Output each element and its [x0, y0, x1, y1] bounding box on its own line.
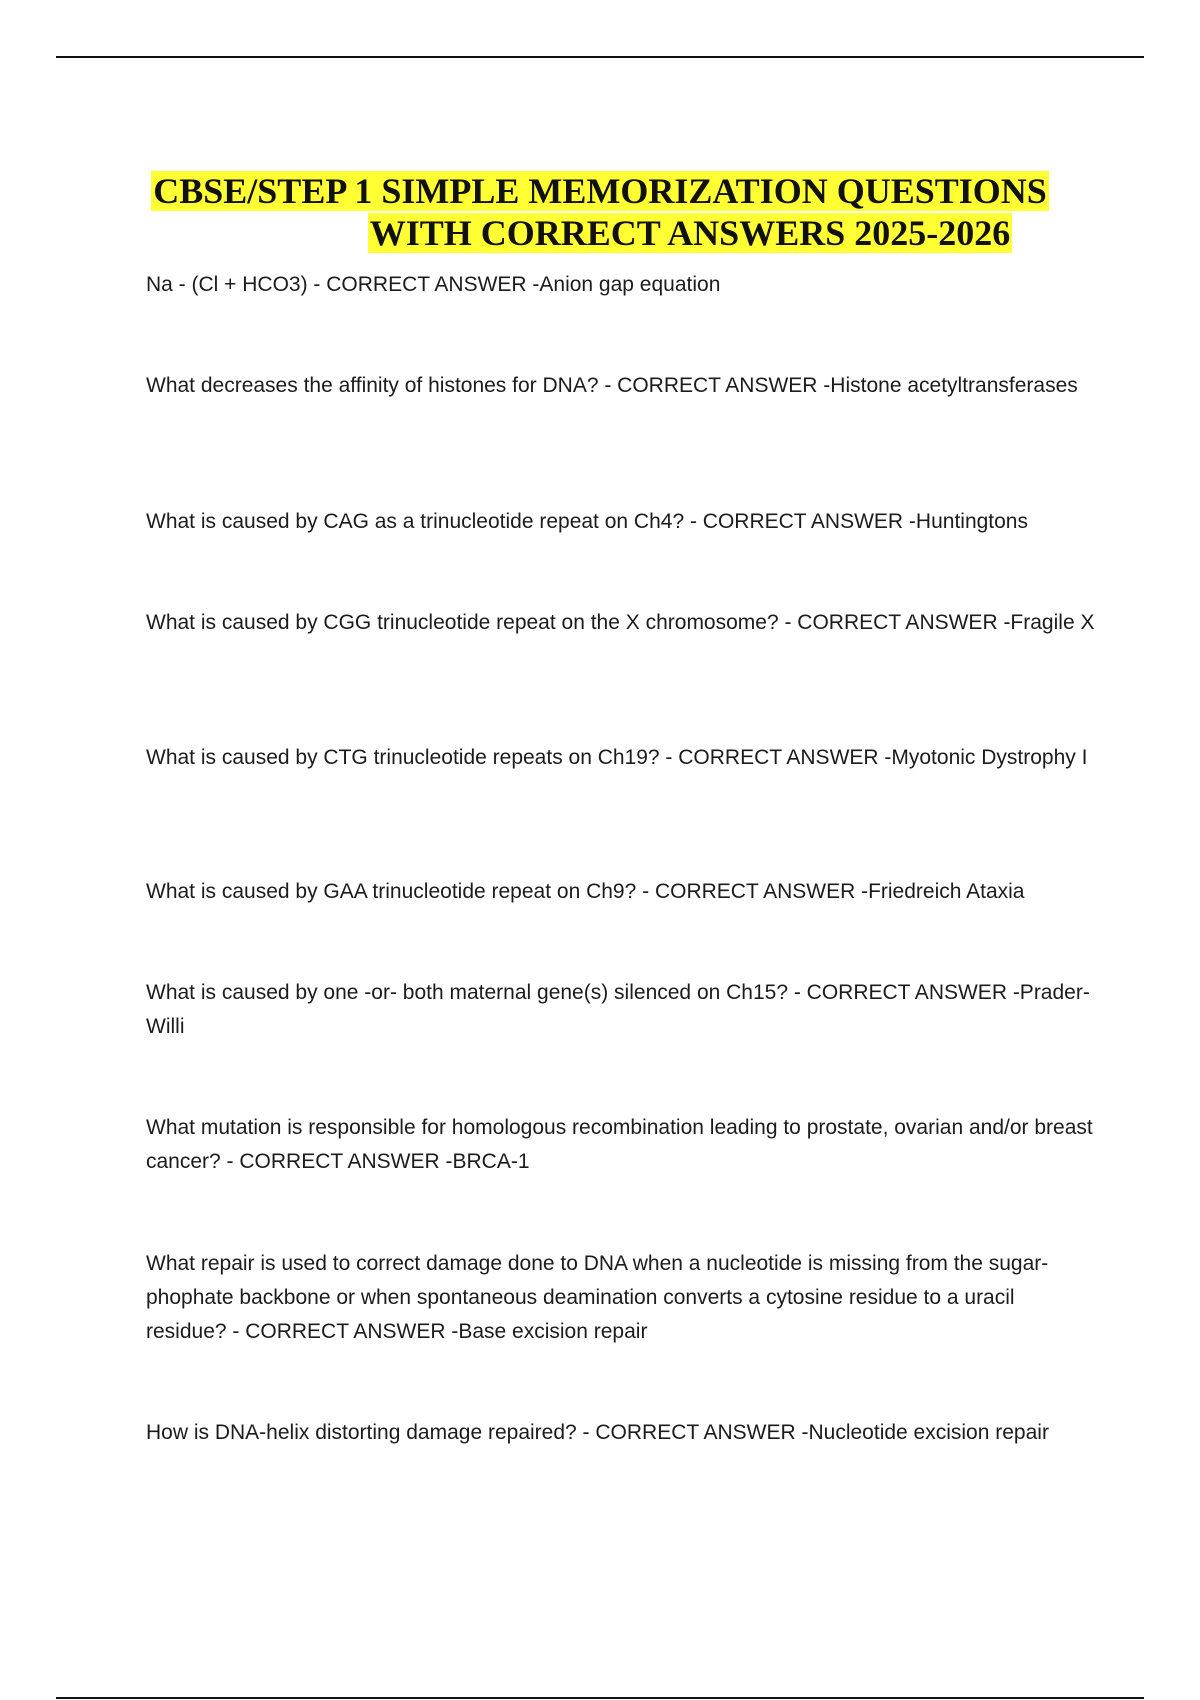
qa-item-2: What decreases the affinity of histones for DNA? - CORRECT ANSWER -Histone acetyltransferases: [146, 374, 1078, 397]
title-line-2: WITH CORRECT ANSWERS 2025-2026: [369, 213, 1011, 254]
qa-item-3: What is caused by CAG as a trinucleotide repeat on Ch4? - CORRECT ANSWER -Huntingtons: [146, 510, 1028, 533]
qa-item-5: What is caused by CTG trinucleotide repeats on Ch19? - CORRECT ANSWER -Myotonic Dystrophy I: [146, 746, 1088, 769]
qa-item-7: What is caused by one -or- both maternal gene(s) silenced on Ch15? - CORRECT ANSWER -Prader-Willi: [146, 981, 1090, 1038]
document-title: [60, 170, 1140, 254]
top-rule: [56, 56, 1144, 58]
qa-item-6: What is caused by GAA trinucleotide repeat on Ch9? - CORRECT ANSWER -Friedreich Ataxia: [146, 880, 1025, 903]
title-line-1: CBSE/STEP 1 SIMPLE MEMORIZATION QUESTIONS: [153, 171, 1047, 212]
qa-item-4: What is caused by CGG trinucleotide repeat on the X chromosome? - CORRECT ANSWER -Fragile X: [146, 611, 1095, 634]
qa-item-8: What mutation is responsible for homologous recombination leading to prostate, ovarian and/or breast cancer? - CORRECT ANSWER -BRCA-1: [146, 1116, 1093, 1173]
qa-item-1: Na - (Cl + HCO3) - CORRECT ANSWER -Anion gap equation: [146, 273, 721, 296]
qa-item-9: What repair is used to correct damage done to DNA when a nucleotide is missing from the sugar-phophate backbone or when spontaneous deamination converts a cytosine residue to a uracil residue? - CORRECT ANSWER -Base excision repair: [146, 1252, 1049, 1343]
qa-item-10: How is DNA-helix distorting damage repaired? - CORRECT ANSWER -Nucleotide excision repair: [146, 1421, 1049, 1444]
bottom-rule: [56, 1697, 1144, 1699]
